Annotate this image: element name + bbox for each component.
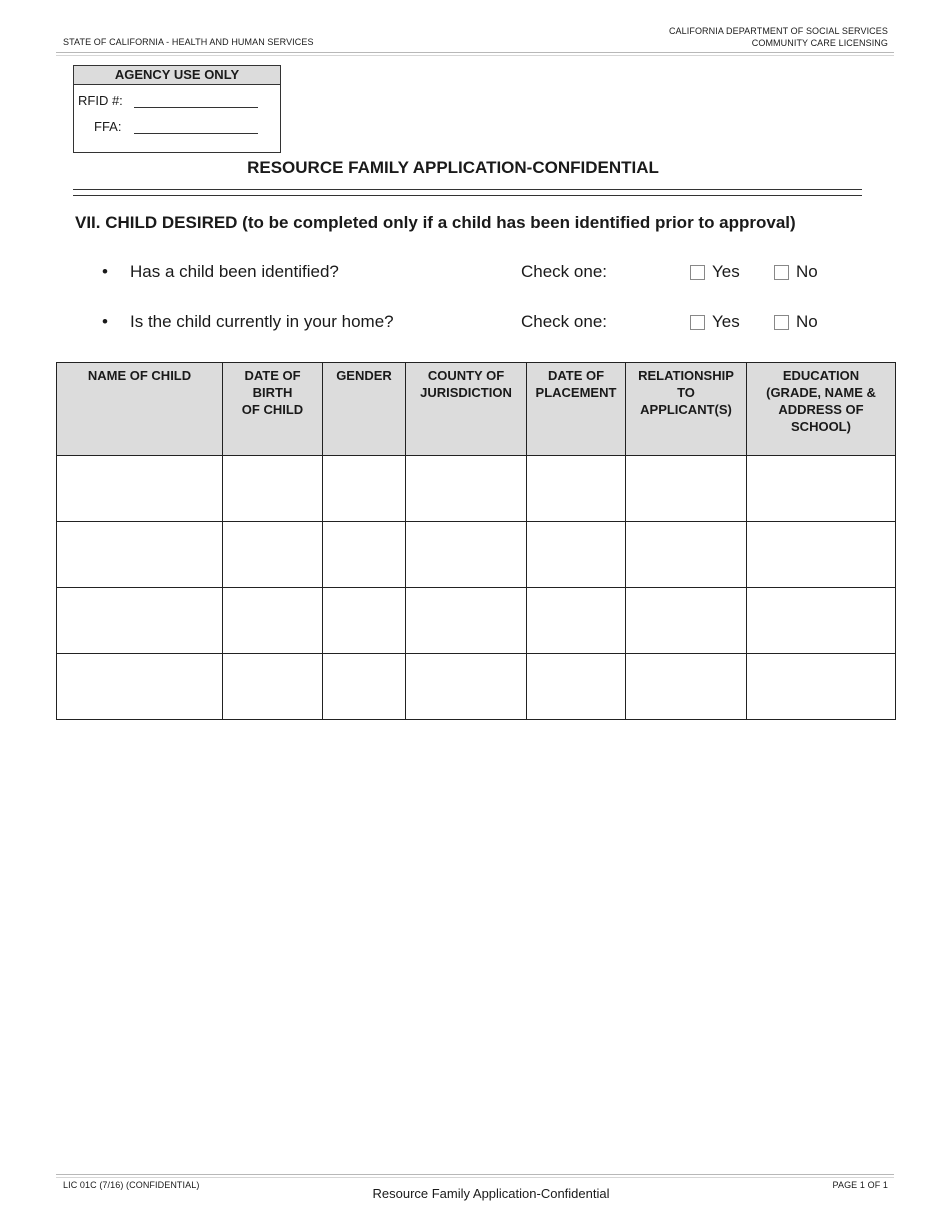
county-cell[interactable] — [406, 522, 527, 588]
relationship-cell[interactable] — [626, 588, 747, 654]
gender-cell[interactable] — [323, 522, 406, 588]
dob-cell[interactable] — [223, 456, 323, 522]
question-1-check-label: Check one: — [521, 262, 607, 281]
education-cell[interactable] — [747, 456, 896, 522]
question-1-no-label: No — [796, 262, 818, 281]
dob-cell[interactable] — [223, 522, 323, 588]
column-header-name: NAME OF CHILD — [57, 363, 223, 456]
header-agency-right — [669, 25, 888, 49]
table-header-row — [57, 363, 896, 456]
name-cell[interactable] — [57, 654, 223, 720]
form-title: RESOURCE FAMILY APPLICATION-CONFIDENTIAL — [247, 158, 659, 177]
question-1-text: Has a child been identified? — [130, 262, 339, 281]
question-1-yes-label: Yes — [712, 262, 740, 281]
relationship-cell[interactable] — [626, 522, 747, 588]
question-2-yes-checkbox[interactable] — [690, 315, 705, 330]
column-header-gender: GENDER — [323, 363, 406, 456]
rfid-field[interactable] — [134, 107, 258, 108]
gender-cell[interactable] — [323, 654, 406, 720]
county-cell[interactable] — [406, 588, 527, 654]
education-cell[interactable] — [747, 522, 896, 588]
placement-cell[interactable] — [527, 522, 626, 588]
child-table — [56, 362, 896, 720]
header-division: COMMUNITY CARE LICENSING — [751, 38, 888, 48]
footer-page-number: PAGE 1 OF 1 — [832, 1180, 888, 1190]
question-1-bullet: • — [102, 262, 108, 281]
column-header-date-of-placement: DATE OF PLACEMENT — [527, 363, 626, 456]
header-rule-secondary — [56, 55, 894, 56]
question-2-text: Is the child currently in your home? — [130, 312, 394, 331]
title-rule-bottom — [73, 195, 862, 196]
agency-use-title: AGENCY USE ONLY — [74, 66, 280, 85]
dob-cell[interactable] — [223, 588, 323, 654]
footer-form-title: Resource Family Application-Confidential — [372, 1186, 610, 1201]
county-cell[interactable] — [406, 456, 527, 522]
table-row — [57, 588, 896, 654]
footer-rule — [56, 1174, 894, 1175]
question-1-no-checkbox[interactable] — [774, 265, 789, 280]
agency-use-box — [73, 65, 281, 153]
question-2-yes-label: Yes — [712, 312, 740, 331]
placement-cell[interactable] — [527, 588, 626, 654]
gender-cell[interactable] — [323, 588, 406, 654]
column-header-county: COUNTY OF JURISDICTION — [406, 363, 527, 456]
education-cell[interactable] — [747, 588, 896, 654]
title-rule-top — [73, 189, 862, 190]
column-header-date-of-birth: DATE OF BIRTH OF CHILD — [223, 363, 323, 456]
footer-rule-secondary — [56, 1177, 894, 1178]
placement-cell[interactable] — [527, 456, 626, 522]
education-cell[interactable] — [747, 654, 896, 720]
table-row — [57, 522, 896, 588]
dob-cell[interactable] — [223, 654, 323, 720]
gender-cell[interactable] — [323, 456, 406, 522]
table-row — [57, 654, 896, 720]
name-cell[interactable] — [57, 522, 223, 588]
question-2-no-checkbox[interactable] — [774, 315, 789, 330]
name-cell[interactable] — [57, 588, 223, 654]
county-cell[interactable] — [406, 654, 527, 720]
column-header-relationship: RELATIONSHIP TO APPLICANT(S) — [626, 363, 747, 456]
rfid-label: RFID #: — [78, 93, 123, 108]
question-2-bullet: • — [102, 312, 108, 331]
section-heading: VII. CHILD DESIRED (to be completed only if a child has been identified prior to approval) — [75, 213, 796, 232]
table-row — [57, 456, 896, 522]
ffa-label: FFA: — [94, 119, 122, 134]
relationship-cell[interactable] — [626, 456, 747, 522]
question-2-check-label: Check one: — [521, 312, 607, 331]
name-cell[interactable] — [57, 456, 223, 522]
column-header-education: EDUCATION (GRADE, NAME & ADDRESS OF SCHOOL) — [747, 363, 896, 456]
placement-cell[interactable] — [527, 654, 626, 720]
footer-form-number: LIC 01C (7/16) (CONFIDENTIAL) — [63, 1180, 200, 1190]
header-agency-left: STATE OF CALIFORNIA - HEALTH AND HUMAN SERVICES — [63, 37, 314, 47]
question-1-yes-checkbox[interactable] — [690, 265, 705, 280]
question-2-no-label: No — [796, 312, 818, 331]
ffa-field[interactable] — [134, 133, 258, 134]
header-rule — [56, 52, 894, 53]
header-department: CALIFORNIA DEPARTMENT OF SOCIAL SERVICES — [668, 26, 888, 36]
relationship-cell[interactable] — [626, 654, 747, 720]
